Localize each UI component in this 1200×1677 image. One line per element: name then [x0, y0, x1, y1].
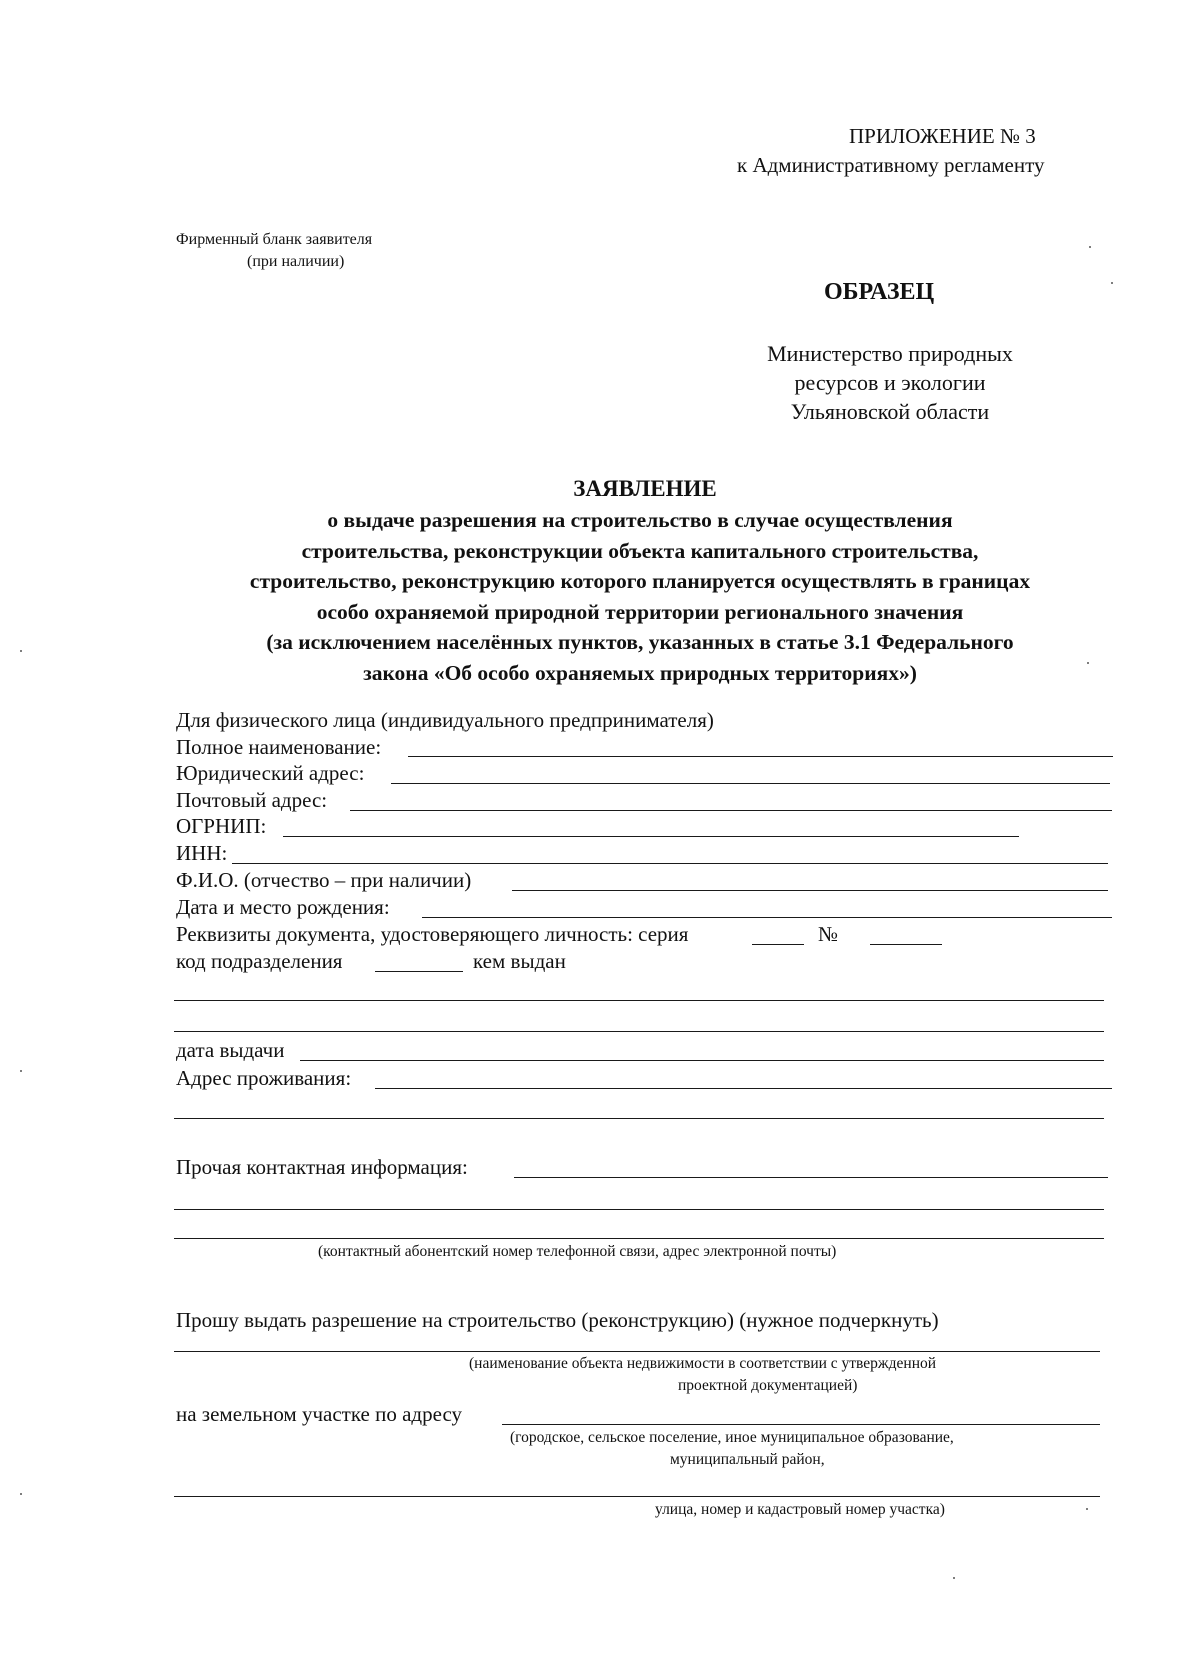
sample-mark: ОБРАЗЕЦ [824, 279, 935, 305]
full-name-field[interactable] [408, 756, 1113, 757]
id-number-field[interactable] [870, 944, 942, 945]
request-text: Прошу выдать разрешение на строительство (реконструкцию) (нужное подчеркнуть) [176, 1308, 939, 1332]
scan-speck [20, 1070, 22, 1072]
id-number-sign: № [818, 922, 839, 946]
scan-speck [1111, 282, 1113, 284]
residence-field[interactable] [375, 1088, 1112, 1089]
recipient-line-1: Министерство природных [767, 341, 1013, 366]
subject-line-1: о выдаче разрешения на строительство в случае осуществления [327, 508, 953, 532]
fio-field[interactable] [512, 890, 1108, 891]
scan-speck [1087, 662, 1089, 664]
birth-label: Дата и место рождения: [176, 895, 390, 919]
address-hint: (городское, сельское поселение, иное муниципальное образование, [510, 1429, 954, 1446]
recipient-block [730, 339, 1050, 426]
scan-speck [1089, 246, 1091, 248]
issue-date-label: дата выдачи [176, 1038, 285, 1062]
postal-address-field[interactable] [350, 810, 1112, 811]
legal-address-label: Юридический адрес: [176, 761, 365, 785]
birth-field[interactable] [422, 917, 1112, 918]
contact-field-3[interactable] [174, 1238, 1104, 1239]
document-title: ЗАЯВЛЕНИЕ [573, 476, 717, 501]
inn-field[interactable] [232, 863, 1108, 864]
scan-speck [20, 1493, 22, 1495]
residence-field-2[interactable] [174, 1118, 1104, 1119]
ogrnip-field[interactable] [283, 836, 1019, 837]
issued-by-label: кем выдан [473, 949, 566, 973]
contact-hint: (контактный абонентский номер телефонной связи, адрес электронной почты) [318, 1243, 837, 1260]
subject-line-5: (за исключением населённых пунктов, указанных в статье 3.1 Федерального [266, 630, 1014, 654]
contact-field-2[interactable] [174, 1209, 1104, 1210]
issued-by-field-2[interactable] [174, 1031, 1104, 1032]
recipient-line-3: Ульяновской области [790, 399, 990, 424]
legal-address-field[interactable] [391, 783, 1110, 784]
ogrnip-label: ОГРНИП: [176, 814, 267, 838]
subject-line-3: строительство, реконструкцию которого планируется осуществлять в границах [249, 569, 1031, 593]
scan-speck [20, 650, 22, 652]
object-hint: (наименование объекта недвижимости в соответствии с утвержденной [469, 1355, 937, 1372]
contact-field[interactable] [514, 1177, 1108, 1178]
subject-line-2: строительства, реконструкции объекта капитального строительства, [301, 538, 979, 563]
object-name-field[interactable] [174, 1351, 1100, 1352]
id-doc-label: Реквизиты документа, удостоверяющего личность: серия [176, 922, 689, 946]
subject-line-4: особо охраняемой природной территории регионального значения [316, 599, 964, 624]
scan-speck [1086, 1508, 1088, 1510]
letterhead-note-2: (при наличии) [247, 253, 345, 270]
section-heading: Для физического лица (индивидуального предпринимателя) [176, 708, 714, 732]
object-hint-2: проектной документацией) [678, 1377, 858, 1394]
appendix-regulation: к Административному регламенту [737, 153, 1045, 177]
issue-date-field[interactable] [300, 1060, 1104, 1061]
land-address-field-2[interactable] [174, 1496, 1100, 1497]
contact-label: Прочая контактная информация: [176, 1155, 468, 1179]
id-series-field[interactable] [752, 944, 804, 945]
appendix-number: ПРИЛОЖЕНИЕ № 3 [849, 124, 1036, 148]
postal-address-label: Почтовый адрес: [176, 788, 328, 812]
address-hint-2: муниципальный район, [670, 1451, 825, 1468]
address-hint-3: улица, номер и кадастровый номер участка) [655, 1501, 945, 1518]
land-address-field[interactable] [502, 1424, 1100, 1425]
letterhead-note: Фирменный бланк заявителя [176, 231, 373, 248]
document-subject [160, 505, 1120, 688]
fio-label: Ф.И.О. (отчество – при наличии) [176, 868, 472, 892]
issued-by-field-1[interactable] [174, 1000, 1104, 1001]
division-code-field[interactable] [375, 971, 463, 972]
land-address-label: на земельном участке по адресу [176, 1402, 462, 1426]
scan-speck [953, 1577, 955, 1579]
inn-label: ИНН: [176, 841, 228, 865]
recipient-line-2: ресурсов и экологии [794, 370, 986, 395]
division-code-label: код подразделения [176, 949, 343, 973]
residence-label: Адрес проживания: [176, 1066, 352, 1090]
full-name-label: Полное наименование: [176, 735, 382, 759]
subject-line-6: закона «Об особо охраняемых природных территориях») [363, 660, 917, 685]
